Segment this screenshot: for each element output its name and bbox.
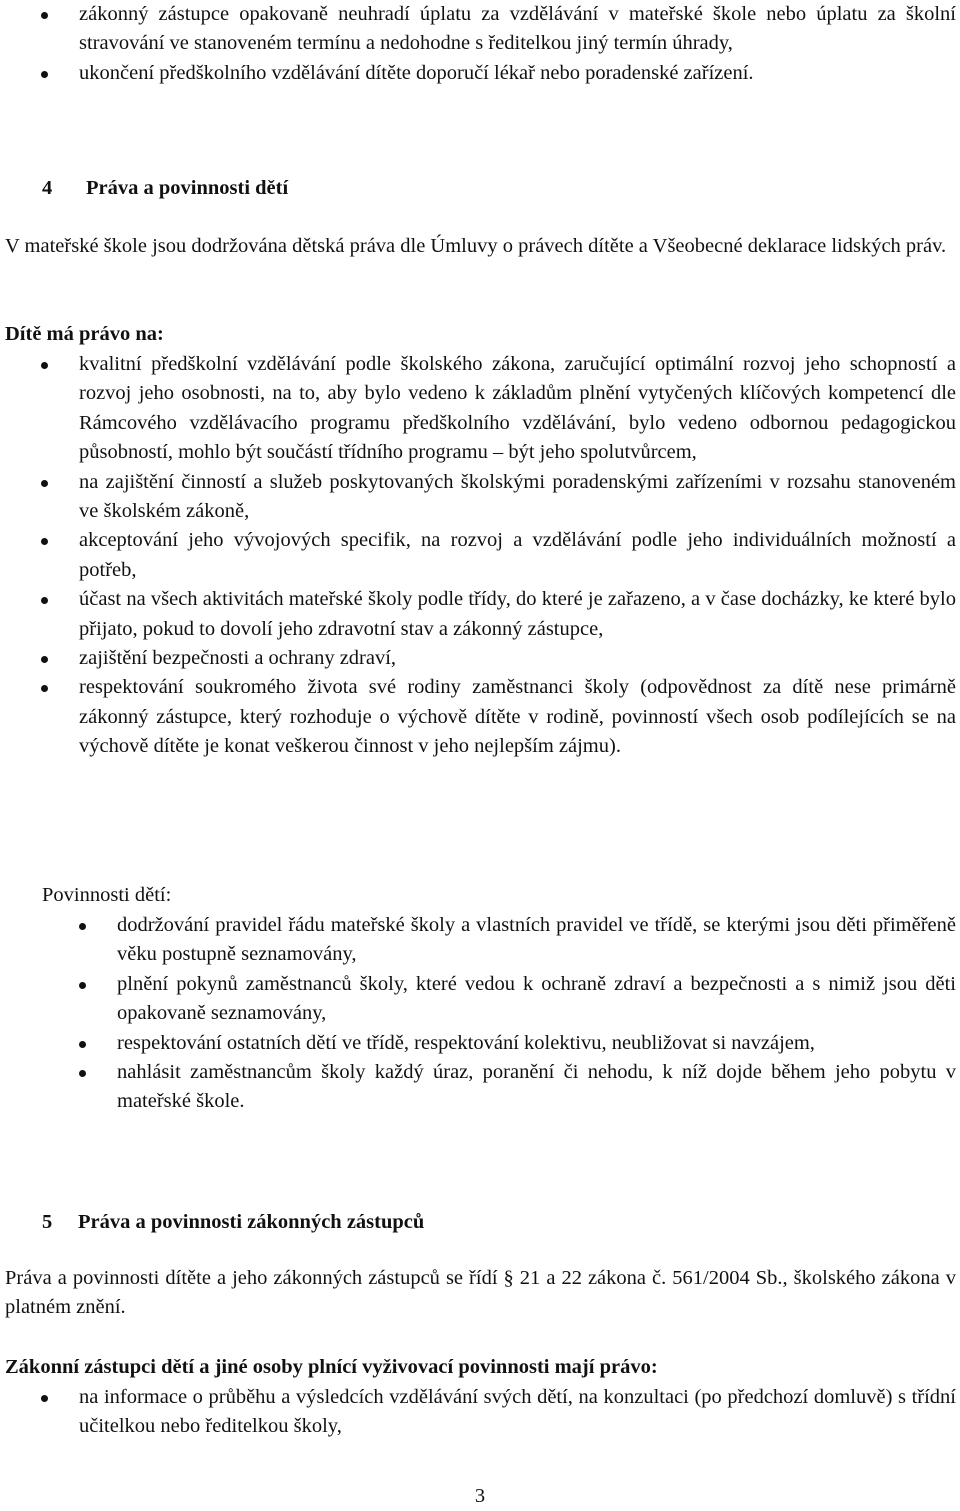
list-item [79, 644, 956, 673]
list-item [79, 468, 956, 527]
bullet-icon [41, 538, 48, 545]
list-item [79, 585, 956, 644]
bullet-icon [79, 1070, 86, 1077]
list-item-text: zajištění bezpečnosti a ochrany zdraví, [79, 647, 397, 670]
list-item [117, 970, 956, 1029]
list-item [79, 526, 956, 585]
bullet-icon [41, 1395, 48, 1402]
list-item-text: respektování ostatních dětí ve třídě, respektování kolektivu, neubližovat si navzájem, [117, 1031, 815, 1054]
list-item-text: zákonný zástupce opakovaně neuhradí úplatu za vzdělávání v mateřské škole nebo úplatu za školní stravování ve stanoveném termínu a nedohodne s ředitelkou jiný termín úhrady, [79, 3, 956, 55]
section-4-heading [42, 174, 288, 203]
bullet-icon [41, 71, 48, 78]
section-5-paragraph: Práva a povinnosti dítěte a jeho zákonných zástupců se řídí § 21 a 22 zákona č. 561/2004 Sb., školského zákona v platném znění. [5, 1267, 956, 1319]
list-item [79, 350, 956, 468]
child-duties-list [117, 911, 956, 1117]
section-4-paragraph: V mateřské škole jsou dodržována dětská práva dle Úmluvy o právech dítěte a Všeobecné deklarace lidských práv. [5, 235, 947, 257]
bullet-icon [41, 656, 48, 663]
list-item [117, 1058, 956, 1117]
list-item [79, 1383, 956, 1442]
section-5-heading [42, 1208, 424, 1237]
list-item-text: plnění pokynů zaměstnanců školy, které vedou k ochraně zdraví a bezpečnosti a s nimiž jsou děti opakovaně seznamovány, [117, 972, 956, 1025]
bullet-icon [79, 923, 86, 930]
page-number: 3 [474, 1485, 486, 1507]
child-rights-heading: Dítě má právo na: [5, 323, 164, 345]
bullet-icon [41, 685, 48, 692]
list-item-text: na zajištění činností a služeb poskytovaných školskými poradenskými zařízeními v rozsahu stanoveném ve školském zákoně, [79, 470, 956, 523]
list-item [117, 1029, 956, 1058]
intro-list [79, 0, 956, 88]
bullet-icon [41, 480, 48, 487]
child-rights-list [79, 350, 956, 762]
bullet-icon [79, 982, 86, 989]
guardian-rights-list [79, 1383, 956, 1442]
list-item-text: nahlásit zaměstnancům školy každý úraz, poranění či nehodu, k níž dojde během jeho pobytu v mateřské škole. [117, 1061, 956, 1113]
list-item-text: na informace o průběhu a výsledcích vzdělávání svých dětí, na konzultaci (po předchozí domluvě) s třídní učitelkou nebo ředitelkou školy, [79, 1386, 956, 1438]
section-title: Práva a povinnosti dětí [86, 177, 289, 199]
list-item [79, 59, 956, 88]
list-item-text: účast na všech aktivitách mateřské školy podle třídy, do které je zařazeno, a v čase docházky, ke které bylo přijato, pokud to dovolí jeho zdravotní stav a zákonný zástupce, [79, 588, 956, 640]
list-item-text: ukončení předškolního vzdělávání dítěte doporučí lékař nebo poradenské zařízení. [79, 61, 754, 84]
list-item-text: dodržování pravidel řádu mateřské školy a vlastních pravidel ve třídě, se kterými jsou děti přiměřeně věku postupně seznamovány, [117, 914, 956, 966]
list-item [79, 0, 956, 59]
child-duties-heading: Povinnosti dětí: [42, 884, 172, 906]
bullet-icon [41, 362, 48, 369]
bullet-icon [41, 12, 48, 19]
list-item-text: respektování soukromého života své rodiny zaměstnanci školy (odpovědnost za dítě nese primárně zákonný zástupce, který rozhoduje o výchově dítěte v rodině, povinností všech osob podílejících se na výchově dítěte je konat veškerou činnost v jeho nejlepším zájmu). [79, 676, 956, 758]
list-item [79, 673, 956, 761]
guardian-rights-heading: Zákonní zástupci dětí a jiné osoby plnící vyživovací povinnosti mají právo: [5, 1356, 658, 1378]
section-number: 5 [42, 1211, 53, 1233]
section-number: 4 [42, 177, 53, 199]
section-title: Práva a povinnosti zákonných zástupců [78, 1211, 425, 1233]
list-item-text: kvalitní předškolní vzdělávání podle školského zákona, zaručující optimální rozvoj jeho schopností a rozvoj jeho osobnosti, na to, aby bylo vedeno k základům plnění vytyčených klíčových kompetencí dle Rámcového vzdělávacího programu předškolního vzdělávání, bylo vedeno odbornou pedagogickou působností, mohlo být součástí třídního programu – být jeho spolutvůrcem, [79, 353, 956, 464]
bullet-icon [41, 597, 48, 604]
bullet-icon [79, 1041, 86, 1048]
list-item [117, 911, 956, 970]
list-item-text: akceptování jeho vývojových specifik, na rozvoj a vzdělávání podle jeho individuálních možností a potřeb, [79, 529, 956, 581]
